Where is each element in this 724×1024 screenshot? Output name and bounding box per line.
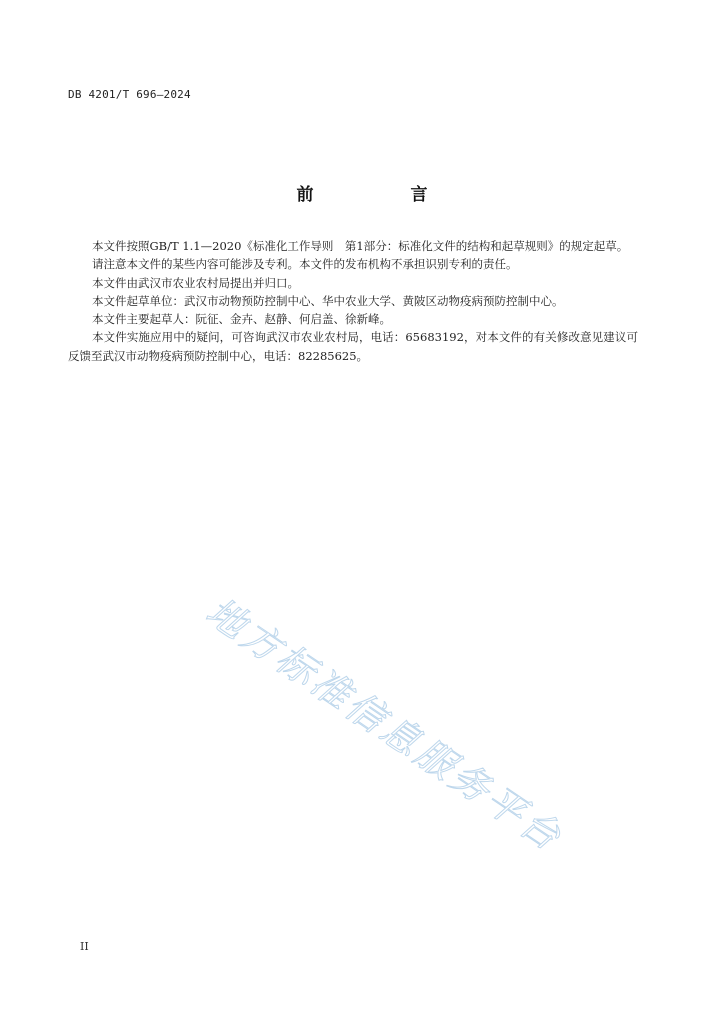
paragraph-contact: 本文件实施应用中的疑问，可咨询武汉市农业农村局，电话：65683192，对本文件的有关修改意见建议可反馈至武汉市动物疫病预防控制中心，电话：82285625。 <box>68 330 638 363</box>
paragraph-proposer: 本文件由武汉市农业农村局提出并归口。 <box>92 275 299 290</box>
foreword-body <box>68 237 638 365</box>
paragraph-drafting-units: 本文件起草单位：武汉市动物预防控制中心、华中农业大学、黄陂区动物疫病预防控制中心。 <box>92 293 564 308</box>
paragraph-drafting-rules: 本文件按照GB/T 1.1—2020《标准化工作导则 第1部分：标准化文件的结构和起草规则》的规定起草。 <box>92 239 629 253</box>
watermark: 地方标准信息服务平台 <box>198 589 572 861</box>
standard-id: DB 4201/T 696—2024 <box>68 88 191 101</box>
paragraph-patent-notice: 请注意本文件的某些内容可能涉及专利。本文件的发布机构不承担识别专利的责任。 <box>92 257 518 272</box>
page-number: II <box>80 940 89 953</box>
paragraph-drafters: 本文件主要起草人：阮征、金卉、赵静、何启盖、徐新峰。 <box>92 312 391 327</box>
page-title: 前 言 <box>296 185 468 205</box>
